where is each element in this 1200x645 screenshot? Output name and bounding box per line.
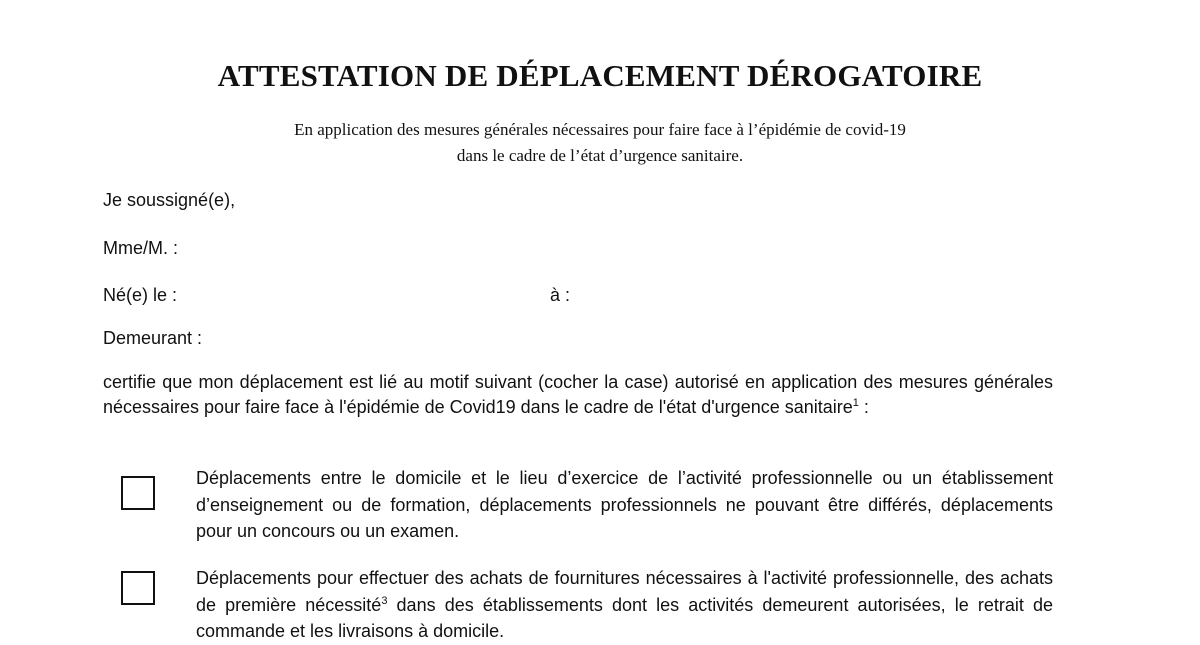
address-label: Demeurant : — [103, 328, 203, 348]
checkbox-professional-travel[interactable] — [121, 476, 155, 510]
certify-suffix: : — [858, 397, 869, 417]
document-title: ATTESTATION DE DÉPLACEMENT DÉROGATOIRE — [217, 58, 983, 93]
option-professional-travel: Déplacements entre le domicile et le lieu d’exercice de l’activité professionnelle ou un établissement d’enseignement ou de formation, déplacements professionnels ne pouvant être différés, déplacements pour un concours ou un examen. — [196, 468, 1053, 541]
option-essential-purchases — [196, 565, 1053, 645]
birth-place-label: à : — [550, 285, 571, 305]
birth-date-label: Né(e) le : — [103, 285, 178, 305]
subtitle-line-2: dans le cadre de l’état d’urgence sanitaire. — [456, 146, 744, 165]
footnote-1-ref: 1 — [852, 397, 859, 409]
undersigned-text: Je soussigné(e), — [103, 190, 236, 210]
birth-place-row — [550, 285, 570, 306]
name-row — [103, 238, 178, 259]
name-label: Mme/M. : — [103, 238, 178, 258]
option-2-text-part1: Déplacements pour effectuer des achats de fournitures nécessaires à l'activité professionnelle, des achats de première nécessité — [196, 568, 1053, 615]
footnote-3-ref: 3 — [381, 594, 388, 607]
birth-date-row — [103, 285, 177, 306]
option-2-text-part2: dans des établissements dont les activités demeurent autorisées, le retrait de commande et les livraisons à domicile. — [196, 594, 1053, 641]
address-row — [103, 328, 202, 349]
checkbox-essential-purchases[interactable] — [121, 571, 155, 605]
certify-paragraph — [103, 370, 1053, 420]
subtitle-line-1: En application des mesures générales nécessaires pour faire face à l’épidémie de covid-19 — [294, 120, 906, 139]
certify-text: certifie que mon déplacement est lié au motif suivant (cocher la case) autorisé en application des mesures générales nécessaires pour faire face à l'épidémie de Covid19 dans le cadre de l'état d'urgence sanitaire — [103, 372, 1053, 417]
